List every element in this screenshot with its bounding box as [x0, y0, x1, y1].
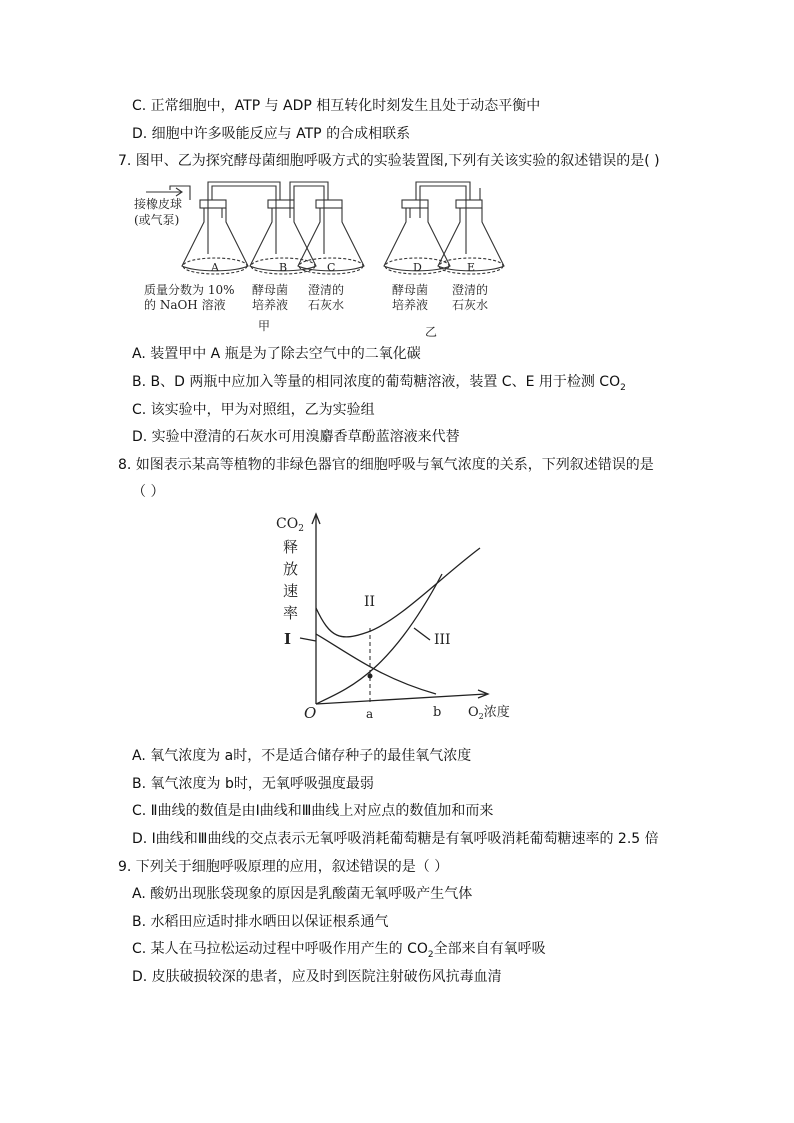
y-label-char-1: 释: [283, 538, 299, 556]
label-c-line2: 石灰水: [308, 298, 345, 312]
label-b-line1: 酵母菌: [252, 283, 289, 297]
q8-option-d: D. Ⅰ曲线和Ⅲ曲线的交点表示无氧呼吸消耗葡萄糖是有氧呼吸消耗葡萄糖速率的 2.5 倍: [132, 831, 659, 847]
flask-e-letter: E: [467, 261, 476, 274]
x-axis-label: $O_2$浓度: [468, 705, 510, 721]
q9-option-c: C. 某人在马拉松运动过程中呼吸作用产生的 $CO_2$全部来自有氧呼吸: [132, 941, 546, 960]
q6-option-c: C. 正常细胞中，ATP 与 ADP 相互转化时刻发生且处于动态平衡中: [132, 98, 541, 114]
q7-stem: 7. 图甲、乙为探究酵母菌细胞呼吸方式的实验装置图,下列有关该实验的叙述错误的是( ): [118, 153, 660, 169]
label-e-line2: 石灰水: [452, 298, 489, 312]
q8-respiration-graph: [270, 508, 530, 728]
curve-label-2: II: [364, 594, 376, 610]
label-a-line1: 质量分数为 10%: [144, 283, 235, 297]
y-label-char-3: 速: [283, 582, 299, 600]
caption-yi: 乙: [425, 325, 438, 338]
q7-option-d: D. 实验中澄清的石灰水可用溴麝香草酚蓝溶液来代替: [132, 429, 460, 445]
q7-option-b: B. B、D 两瓶中应加入等量的相同浓度的葡萄糖溶液，装置 C、E 用于检测 $CO_2$: [132, 374, 626, 393]
q9-option-a: A. 酸奶出现胀袋现象的原因是乳酸菌无氧呼吸产生气体: [132, 886, 473, 902]
q8-option-a: A. 氧气浓度为 a时，不是适合储存种子的最佳氧气浓度: [132, 748, 472, 764]
flask-a-letter: A: [211, 261, 219, 274]
origin-label: O: [304, 704, 317, 722]
label-c-line1: 澄清的: [308, 283, 345, 297]
label-e-line1: 澄清的: [452, 283, 489, 297]
tick-a: a: [366, 707, 374, 721]
q7-option-c: C. 该实验中，甲为对照组，乙为实验组: [132, 402, 375, 418]
q8-stem-line2: （ ）: [132, 484, 165, 500]
tick-b: b: [433, 705, 442, 720]
curve-label-1: I: [284, 630, 292, 648]
caption-jia: 甲: [258, 319, 271, 333]
flask-d-letter: D: [413, 261, 422, 274]
q7-pump-label-1: 接橡皮球: [134, 197, 183, 211]
q7-pump-label-2: (或气泵): [134, 213, 180, 227]
q9-stem: 9. 下列关于细胞呼吸原理的应用，叙述错误的是（ ）: [118, 859, 449, 875]
q8-option-c: C. Ⅱ曲线的数值是由Ⅰ曲线和Ⅲ曲线上对应点的数值加和而来: [132, 803, 494, 819]
label-d-line2: 培养液: [392, 298, 429, 312]
q6-option-d: D. 细胞中许多吸能反应与 ATP 的合成相联系: [132, 126, 411, 142]
q9-option-b: B. 水稻田应适时排水晒田以保证根系通气: [132, 914, 389, 930]
curve-label-3: III: [434, 632, 451, 648]
flask-c-letter: C: [327, 261, 336, 274]
label-a-line2: 的 NaOH 溶液: [144, 298, 226, 312]
q7-option-a: A. 装置甲中 A 瓶是为了除去空气中的二氧化碳: [132, 346, 421, 362]
label-d-line1: 酵母菌: [392, 283, 429, 297]
label-b-line2: 培养液: [252, 298, 289, 312]
q9-option-d: D. 皮肤破损较深的患者，应及时到医院注射破伤风抗毒血清: [132, 969, 502, 985]
y-label-char-2: 放: [283, 560, 299, 578]
q7-apparatus-figure: [130, 178, 510, 338]
q8-option-b: B. 氧气浓度为 b时，无氧呼吸强度最弱: [132, 776, 374, 792]
q8-stem-line1: 8. 如图表示某高等植物的非绿色器官的细胞呼吸与氧气浓度的关系，下列叙述错误的是: [118, 457, 654, 473]
flask-b-letter: B: [279, 261, 288, 274]
y-label-char-4: 率: [283, 604, 299, 622]
y-label-co2: $CO_2$: [276, 516, 304, 534]
